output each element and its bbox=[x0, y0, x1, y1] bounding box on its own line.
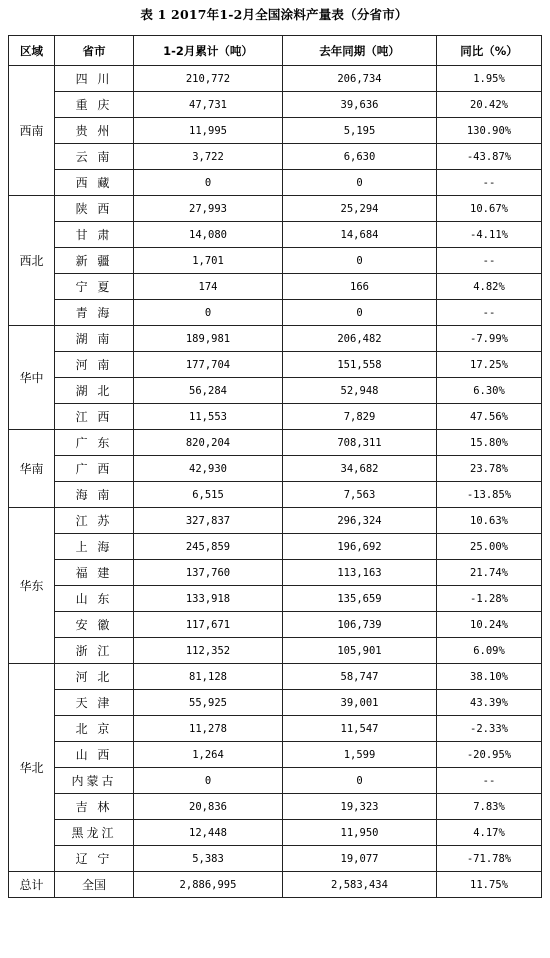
table-row bbox=[9, 612, 542, 638]
yoy-cell: 7.83% bbox=[437, 794, 542, 820]
province-cell: 广 西 bbox=[55, 456, 134, 482]
yoy-cell: -- bbox=[437, 300, 542, 326]
last-year-cell: 34,682 bbox=[283, 456, 437, 482]
cumulative-cell: 1,701 bbox=[134, 248, 283, 274]
table-row bbox=[9, 430, 542, 456]
last-year-cell: 11,950 bbox=[283, 820, 437, 846]
last-year-cell: 52,948 bbox=[283, 378, 437, 404]
last-year-cell: 19,077 bbox=[283, 846, 437, 872]
table-row bbox=[9, 534, 542, 560]
cumulative-cell: 1,264 bbox=[134, 742, 283, 768]
last-year-cell: 0 bbox=[283, 170, 437, 196]
yoy-cell: 130.90% bbox=[437, 118, 542, 144]
last-year-cell: 7,563 bbox=[283, 482, 437, 508]
last-year-cell: 25,294 bbox=[283, 196, 437, 222]
province-cell: 福 建 bbox=[55, 560, 134, 586]
last-year-cell: 206,734 bbox=[283, 66, 437, 92]
table-body bbox=[9, 66, 542, 898]
total-region-cell: 总计 bbox=[9, 872, 55, 898]
cumulative-cell: 112,352 bbox=[134, 638, 283, 664]
total-last-year-cell: 2,583,434 bbox=[283, 872, 437, 898]
yoy-cell: 15.80% bbox=[437, 430, 542, 456]
yoy-cell: -71.78% bbox=[437, 846, 542, 872]
cumulative-cell: 81,128 bbox=[134, 664, 283, 690]
yoy-cell: -1.28% bbox=[437, 586, 542, 612]
cumulative-cell: 0 bbox=[134, 768, 283, 794]
last-year-cell: 39,001 bbox=[283, 690, 437, 716]
yoy-cell: -20.95% bbox=[437, 742, 542, 768]
yoy-cell: 1.95% bbox=[437, 66, 542, 92]
cumulative-cell: 55,925 bbox=[134, 690, 283, 716]
province-cell: 海 南 bbox=[55, 482, 134, 508]
header-cumulative: 1-2月累计（吨） bbox=[134, 36, 283, 66]
cumulative-cell: 5,383 bbox=[134, 846, 283, 872]
cumulative-cell: 42,930 bbox=[134, 456, 283, 482]
last-year-cell: 0 bbox=[283, 248, 437, 274]
table-row bbox=[9, 222, 542, 248]
cumulative-cell: 11,278 bbox=[134, 716, 283, 742]
yoy-cell: -43.87% bbox=[437, 144, 542, 170]
total-cumulative-cell: 2,886,995 bbox=[134, 872, 283, 898]
table-row bbox=[9, 274, 542, 300]
yoy-cell: 43.39% bbox=[437, 690, 542, 716]
province-cell: 北 京 bbox=[55, 716, 134, 742]
yoy-cell: 47.56% bbox=[437, 404, 542, 430]
last-year-cell: 11,547 bbox=[283, 716, 437, 742]
cumulative-cell: 27,993 bbox=[134, 196, 283, 222]
table-row bbox=[9, 716, 542, 742]
table-row bbox=[9, 456, 542, 482]
yoy-cell: -7.99% bbox=[437, 326, 542, 352]
region-cell: 华北 bbox=[9, 664, 55, 872]
province-cell: 山 东 bbox=[55, 586, 134, 612]
cumulative-cell: 189,981 bbox=[134, 326, 283, 352]
province-cell: 江 苏 bbox=[55, 508, 134, 534]
province-cell: 陕 西 bbox=[55, 196, 134, 222]
yoy-cell: 10.24% bbox=[437, 612, 542, 638]
province-cell: 贵 州 bbox=[55, 118, 134, 144]
yoy-cell: 4.82% bbox=[437, 274, 542, 300]
province-cell: 内蒙古 bbox=[55, 768, 134, 794]
table-row bbox=[9, 768, 542, 794]
last-year-cell: 0 bbox=[283, 768, 437, 794]
cumulative-cell: 327,837 bbox=[134, 508, 283, 534]
province-cell: 辽 宁 bbox=[55, 846, 134, 872]
table-row bbox=[9, 404, 542, 430]
last-year-cell: 106,739 bbox=[283, 612, 437, 638]
province-cell: 宁 夏 bbox=[55, 274, 134, 300]
table-row bbox=[9, 638, 542, 664]
table-row bbox=[9, 326, 542, 352]
table-row bbox=[9, 144, 542, 170]
cumulative-cell: 133,918 bbox=[134, 586, 283, 612]
cumulative-cell: 0 bbox=[134, 300, 283, 326]
yoy-cell: -- bbox=[437, 768, 542, 794]
region-cell: 西南 bbox=[9, 66, 55, 196]
region-cell: 华中 bbox=[9, 326, 55, 430]
last-year-cell: 39,636 bbox=[283, 92, 437, 118]
table-caption: 表 1 2017年1-2月全国涂料产量表（分省市） bbox=[140, 7, 408, 22]
cumulative-cell: 820,204 bbox=[134, 430, 283, 456]
table-row bbox=[9, 196, 542, 222]
total-province-cell: 全国 bbox=[55, 872, 134, 898]
table-row bbox=[9, 378, 542, 404]
table-row bbox=[9, 560, 542, 586]
province-cell: 黑龙江 bbox=[55, 820, 134, 846]
yoy-cell: 4.17% bbox=[437, 820, 542, 846]
last-year-cell: 6,630 bbox=[283, 144, 437, 170]
cumulative-cell: 12,448 bbox=[134, 820, 283, 846]
table-row bbox=[9, 482, 542, 508]
province-cell: 安 徽 bbox=[55, 612, 134, 638]
cumulative-cell: 20,836 bbox=[134, 794, 283, 820]
cumulative-cell: 6,515 bbox=[134, 482, 283, 508]
last-year-cell: 14,684 bbox=[283, 222, 437, 248]
yoy-cell: 21.74% bbox=[437, 560, 542, 586]
yoy-cell: -4.11% bbox=[437, 222, 542, 248]
cumulative-cell: 11,553 bbox=[134, 404, 283, 430]
yoy-cell: 6.30% bbox=[437, 378, 542, 404]
cumulative-cell: 177,704 bbox=[134, 352, 283, 378]
yoy-cell: 38.10% bbox=[437, 664, 542, 690]
region-cell: 华南 bbox=[9, 430, 55, 508]
region-cell: 西北 bbox=[9, 196, 55, 326]
last-year-cell: 5,195 bbox=[283, 118, 437, 144]
cumulative-cell: 11,995 bbox=[134, 118, 283, 144]
table-row bbox=[9, 508, 542, 534]
header-last-year: 去年同期（吨） bbox=[283, 36, 437, 66]
province-cell: 四 川 bbox=[55, 66, 134, 92]
table-row bbox=[9, 170, 542, 196]
province-cell: 湖 南 bbox=[55, 326, 134, 352]
last-year-cell: 7,829 bbox=[283, 404, 437, 430]
header-row bbox=[9, 36, 542, 66]
table-row bbox=[9, 664, 542, 690]
province-cell: 河 北 bbox=[55, 664, 134, 690]
yoy-cell: -13.85% bbox=[437, 482, 542, 508]
table-row bbox=[9, 794, 542, 820]
province-cell: 西 藏 bbox=[55, 170, 134, 196]
province-cell: 重 庆 bbox=[55, 92, 134, 118]
province-cell: 甘 肃 bbox=[55, 222, 134, 248]
province-cell: 河 南 bbox=[55, 352, 134, 378]
table-row bbox=[9, 742, 542, 768]
header-region: 区域 bbox=[9, 36, 55, 66]
province-cell: 江 西 bbox=[55, 404, 134, 430]
table-row bbox=[9, 352, 542, 378]
table-row bbox=[9, 820, 542, 846]
last-year-cell: 151,558 bbox=[283, 352, 437, 378]
province-cell: 新 疆 bbox=[55, 248, 134, 274]
production-table bbox=[8, 35, 542, 898]
yoy-cell: -2.33% bbox=[437, 716, 542, 742]
province-cell: 山 西 bbox=[55, 742, 134, 768]
province-cell: 浙 江 bbox=[55, 638, 134, 664]
province-cell: 天 津 bbox=[55, 690, 134, 716]
cumulative-cell: 210,772 bbox=[134, 66, 283, 92]
cumulative-cell: 117,671 bbox=[134, 612, 283, 638]
cumulative-cell: 56,284 bbox=[134, 378, 283, 404]
last-year-cell: 1,599 bbox=[283, 742, 437, 768]
last-year-cell: 206,482 bbox=[283, 326, 437, 352]
last-year-cell: 296,324 bbox=[283, 508, 437, 534]
last-year-cell: 135,659 bbox=[283, 586, 437, 612]
cumulative-cell: 245,859 bbox=[134, 534, 283, 560]
table-row bbox=[9, 300, 542, 326]
region-cell: 华东 bbox=[9, 508, 55, 664]
yoy-cell: 25.00% bbox=[437, 534, 542, 560]
header-province: 省市 bbox=[55, 36, 134, 66]
province-cell: 湖 北 bbox=[55, 378, 134, 404]
last-year-cell: 113,163 bbox=[283, 560, 437, 586]
last-year-cell: 58,747 bbox=[283, 664, 437, 690]
yoy-cell: 17.25% bbox=[437, 352, 542, 378]
last-year-cell: 19,323 bbox=[283, 794, 437, 820]
province-cell: 吉 林 bbox=[55, 794, 134, 820]
table-row bbox=[9, 248, 542, 274]
yoy-cell: 10.67% bbox=[437, 196, 542, 222]
cumulative-cell: 137,760 bbox=[134, 560, 283, 586]
table-row bbox=[9, 118, 542, 144]
total-yoy-cell: 11.75% bbox=[437, 872, 542, 898]
last-year-cell: 166 bbox=[283, 274, 437, 300]
yoy-cell: 20.42% bbox=[437, 92, 542, 118]
province-cell: 青 海 bbox=[55, 300, 134, 326]
yoy-cell: 6.09% bbox=[437, 638, 542, 664]
cumulative-cell: 174 bbox=[134, 274, 283, 300]
cumulative-cell: 47,731 bbox=[134, 92, 283, 118]
header-yoy: 同比（%） bbox=[437, 36, 542, 66]
total-row bbox=[9, 872, 542, 898]
cumulative-cell: 0 bbox=[134, 170, 283, 196]
province-cell: 上 海 bbox=[55, 534, 134, 560]
table-row bbox=[9, 66, 542, 92]
yoy-cell: -- bbox=[437, 170, 542, 196]
table-row bbox=[9, 846, 542, 872]
last-year-cell: 196,692 bbox=[283, 534, 437, 560]
last-year-cell: 708,311 bbox=[283, 430, 437, 456]
province-cell: 云 南 bbox=[55, 144, 134, 170]
table-row bbox=[9, 690, 542, 716]
yoy-cell: 10.63% bbox=[437, 508, 542, 534]
table-row bbox=[9, 586, 542, 612]
cumulative-cell: 14,080 bbox=[134, 222, 283, 248]
last-year-cell: 0 bbox=[283, 300, 437, 326]
province-cell: 广 东 bbox=[55, 430, 134, 456]
table-row bbox=[9, 92, 542, 118]
yoy-cell: -- bbox=[437, 248, 542, 274]
last-year-cell: 105,901 bbox=[283, 638, 437, 664]
yoy-cell: 23.78% bbox=[437, 456, 542, 482]
cumulative-cell: 3,722 bbox=[134, 144, 283, 170]
